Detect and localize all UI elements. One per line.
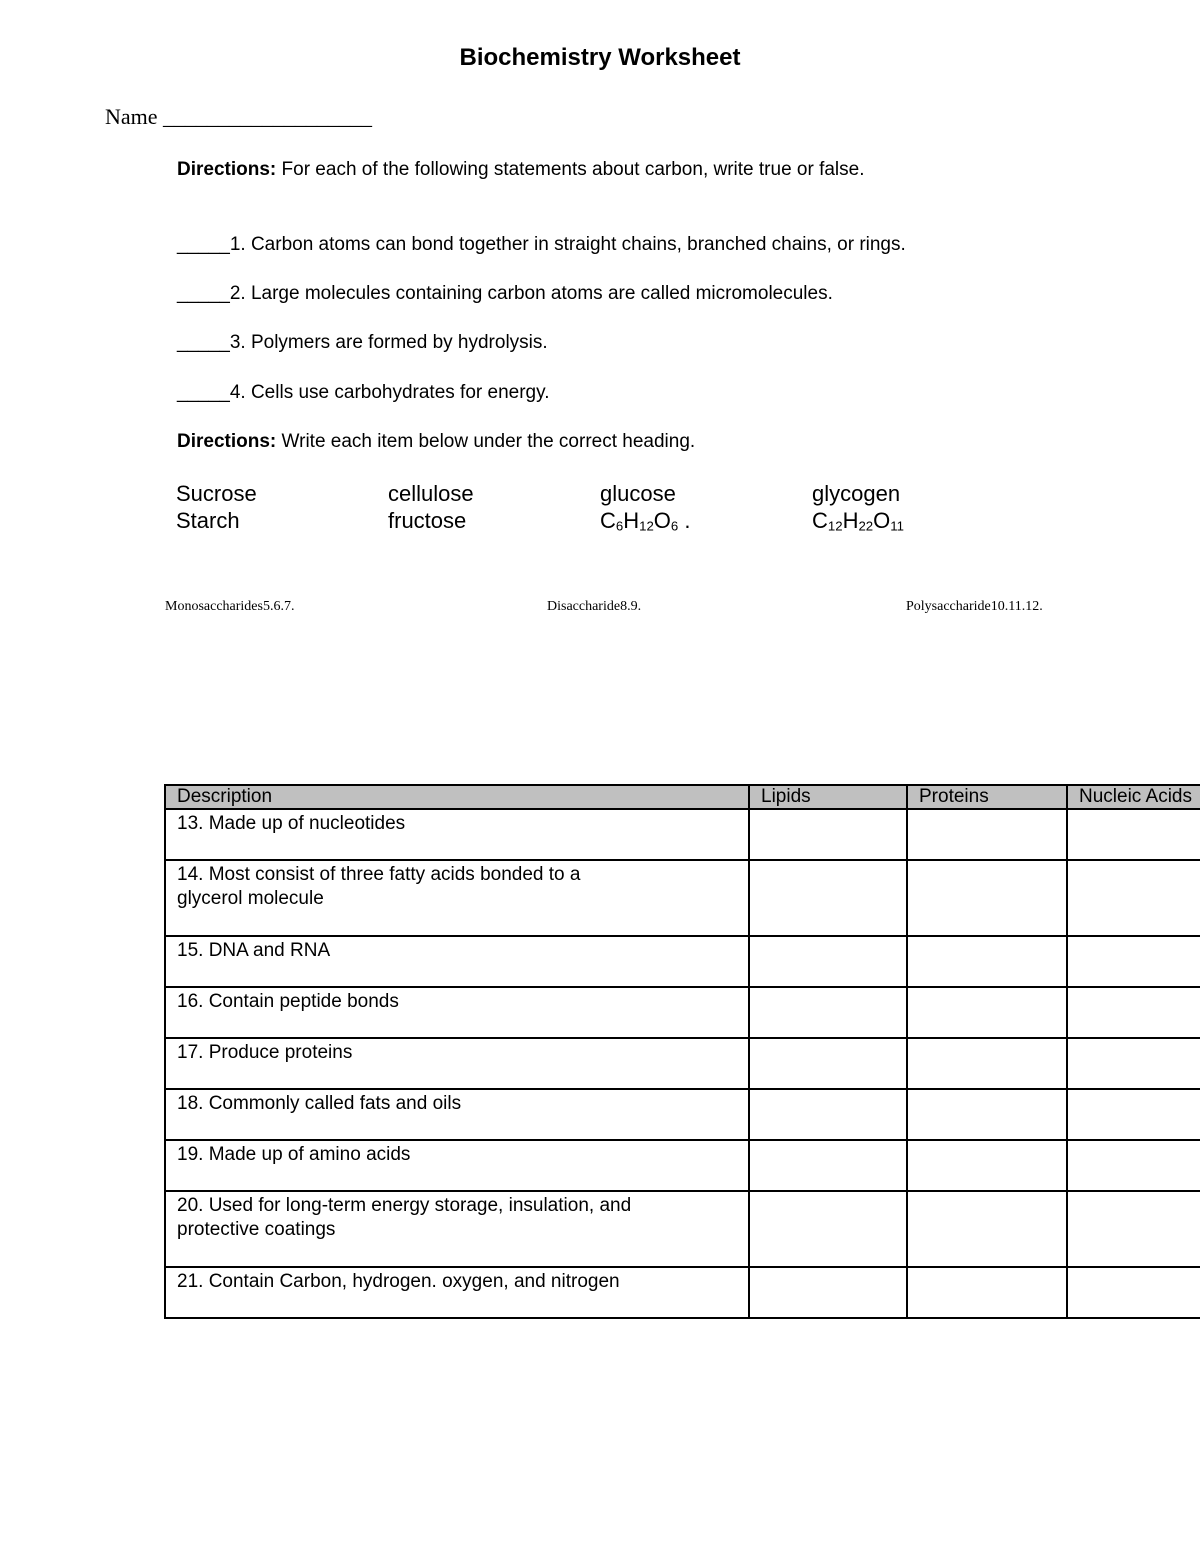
proteins-cell[interactable] (907, 1140, 1067, 1191)
name-field[interactable]: Name ___________________ (105, 104, 373, 129)
proteins-cell[interactable] (907, 809, 1067, 860)
table-row (165, 1191, 1200, 1267)
directions-text: Write each item below under the correct heading. (276, 431, 696, 452)
table-row (165, 1140, 1200, 1191)
nucleic-acids-cell[interactable] (1067, 1267, 1200, 1318)
proteins-cell[interactable] (907, 1267, 1067, 1318)
proteins-cell[interactable] (907, 1089, 1067, 1140)
proteins-cell[interactable] (907, 860, 1067, 936)
proteins-cell[interactable] (907, 936, 1067, 987)
item-glucose: glucose (600, 481, 676, 506)
row-description: 13. Made up of nucleotides (165, 809, 749, 860)
directions-text: For each of the following statements about carbon, write true or false. (276, 159, 865, 180)
table-row (165, 987, 1200, 1038)
category-disaccharide[interactable]: Disaccharide8.9. (547, 599, 642, 614)
lipids-cell[interactable] (749, 1191, 907, 1267)
table-row (165, 860, 1200, 936)
row-description: 14. Most consist of three fatty acids bonded to a glycerol molecule (165, 860, 749, 936)
item-sucrose: Sucrose (176, 481, 257, 506)
lipids-cell[interactable] (749, 1140, 907, 1191)
table-row (165, 1267, 1200, 1318)
table-row (165, 1089, 1200, 1140)
statement-2[interactable]: _____2. Large molecules containing carbon atoms are called micromolecules. (177, 283, 833, 304)
category-polysaccharide[interactable]: Polysaccharide10.11.12. (906, 599, 1043, 614)
item-glycogen: glycogen (812, 481, 901, 506)
directions-true-false (177, 159, 865, 181)
proteins-cell[interactable] (907, 1191, 1067, 1267)
proteins-cell[interactable] (907, 987, 1067, 1038)
directions-label: Directions: (177, 159, 277, 180)
lipids-cell[interactable] (749, 936, 907, 987)
row-description: 20. Used for long-term energy storage, insulation, and protective coatings (165, 1191, 749, 1267)
table-header-row (165, 785, 1200, 809)
header-description: Description (165, 785, 749, 809)
table-row (165, 1038, 1200, 1089)
header-nucleic-acids: Nucleic Acids (1067, 785, 1200, 809)
category-monosaccharides[interactable]: Monosaccharides5.6.7. (165, 599, 295, 614)
nucleic-acids-cell[interactable] (1067, 987, 1200, 1038)
directions-label: Directions: (177, 431, 277, 452)
row-description: 15. DNA and RNA (165, 936, 749, 987)
nucleic-acids-cell[interactable] (1067, 1140, 1200, 1191)
row-description: 21. Contain Carbon, hydrogen. oxygen, and nitrogen (165, 1267, 749, 1318)
header-proteins: Proteins (907, 785, 1067, 809)
nucleic-acids-cell[interactable] (1067, 1191, 1200, 1267)
item-cellulose: cellulose (388, 481, 474, 506)
nucleic-acids-cell[interactable] (1067, 860, 1200, 936)
item-formula-c12h22o11: $C_{12}H_{22}O_{11}$ (812, 508, 904, 534)
statement-3[interactable]: _____3. Polymers are formed by hydrolysis. (177, 332, 548, 353)
table-row (165, 936, 1200, 987)
lipids-cell[interactable] (749, 1089, 907, 1140)
nucleic-acids-cell[interactable] (1067, 1089, 1200, 1140)
lipids-cell[interactable] (749, 1038, 907, 1089)
nucleic-acids-cell[interactable] (1067, 809, 1200, 860)
row-description: 17. Produce proteins (165, 1038, 749, 1089)
directions-sorting (177, 431, 695, 453)
proteins-cell[interactable] (907, 1038, 1067, 1089)
lipids-cell[interactable] (749, 860, 907, 936)
nucleic-acids-cell[interactable] (1067, 1038, 1200, 1089)
header-lipids: Lipids (749, 785, 907, 809)
row-description: 16. Contain peptide bonds (165, 987, 749, 1038)
page-title: Biochemistry Worksheet (459, 44, 741, 71)
row-description: 18. Commonly called fats and oils (165, 1089, 749, 1140)
lipids-cell[interactable] (749, 809, 907, 860)
lipids-cell[interactable] (749, 1267, 907, 1318)
lipids-cell[interactable] (749, 987, 907, 1038)
item-formula-c6h12o6: $C_6H_{12}O_6$ . (600, 508, 691, 534)
macromolecule-table (164, 784, 1200, 1319)
nucleic-acids-cell[interactable] (1067, 936, 1200, 987)
statement-4[interactable]: _____4. Cells use carbohydrates for energy. (177, 382, 550, 403)
table-row (165, 809, 1200, 860)
row-description: 19. Made up of amino acids (165, 1140, 749, 1191)
statement-1[interactable]: _____1. Carbon atoms can bond together in straight chains, branched chains, or rings. (177, 234, 906, 255)
item-fructose: fructose (388, 508, 467, 533)
item-starch: Starch (176, 508, 240, 533)
